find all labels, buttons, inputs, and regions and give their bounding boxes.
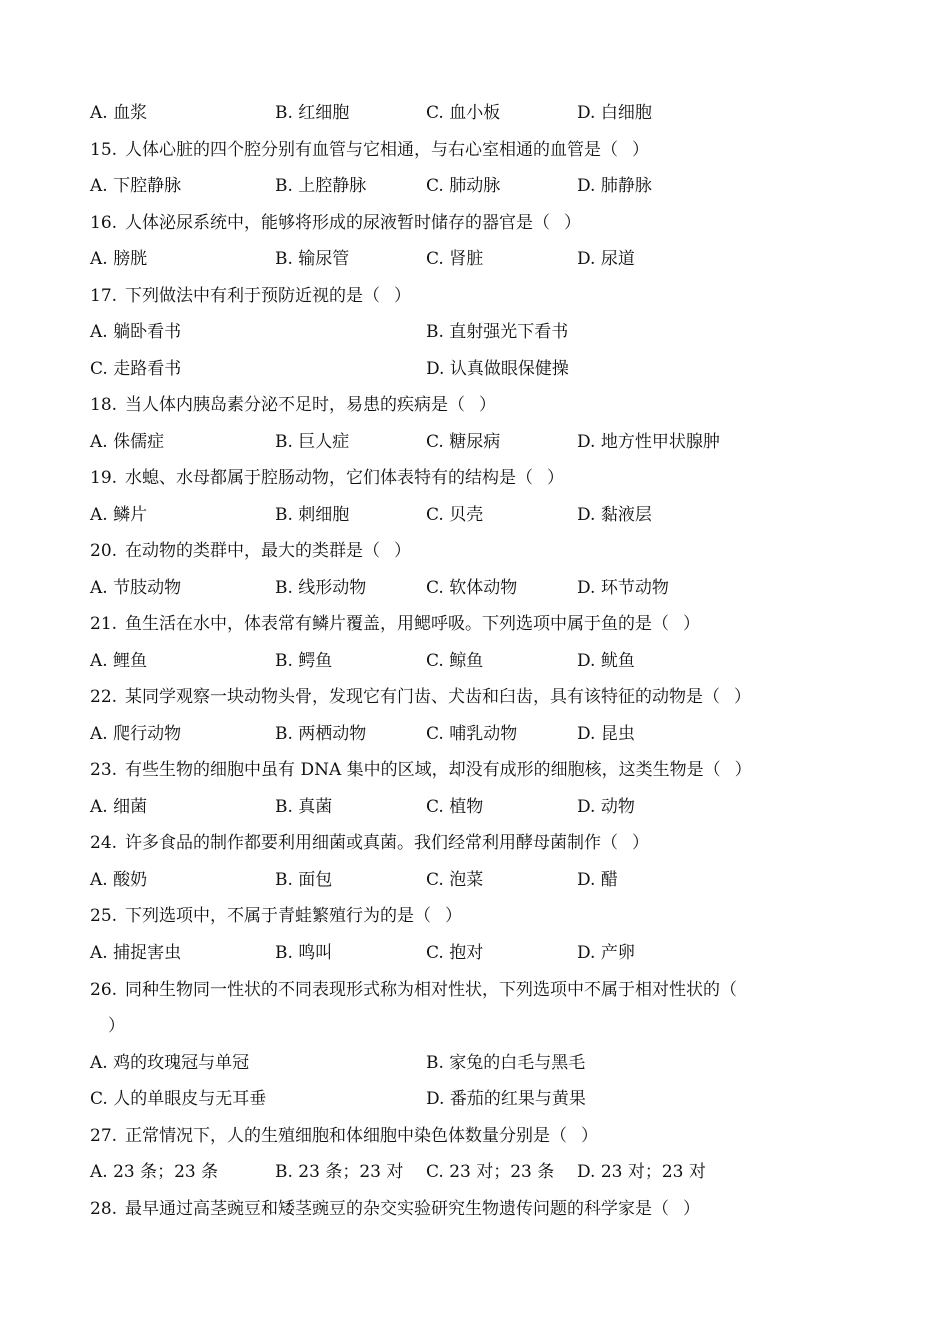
question-22 xyxy=(90,685,751,709)
option-b: B. 巨人症 xyxy=(275,432,350,452)
question-number: 16. xyxy=(90,213,118,233)
question-20 xyxy=(90,539,411,563)
option-a: A. 鲤鱼 xyxy=(90,651,148,671)
option-b: B. 直射强光下看书 xyxy=(426,322,569,342)
option-c: C. 血小板 xyxy=(426,103,501,123)
question-text: 人体泌尿系统中，能够将形成的尿液暂时储存的器官是 xyxy=(125,213,534,233)
option-d: D. 昆虫 xyxy=(577,724,635,744)
option-a: A. 下腔静脉 xyxy=(90,176,182,196)
question-text: 许多食品的制作都要利用细菌或真菌。我们经常利用酵母菌制作 xyxy=(125,833,602,853)
question-number: 27. xyxy=(90,1126,118,1146)
option-c: C. 软体动物 xyxy=(426,578,518,598)
option-d: D. 环节动物 xyxy=(577,578,669,598)
option-b: B. 家兔的白毛与黑毛 xyxy=(426,1053,586,1073)
question-number: 20. xyxy=(90,541,118,561)
answer-blank xyxy=(550,1124,598,1148)
question-number: 21. xyxy=(90,614,118,634)
option-c: C. 鲸鱼 xyxy=(426,651,484,671)
option-d: D. 认真做眼保健操 xyxy=(426,359,569,379)
option-b: B. 上腔静脉 xyxy=(275,176,367,196)
question-number: 19. xyxy=(90,468,118,488)
answer-blank xyxy=(533,211,581,235)
answer-blank xyxy=(516,466,564,490)
option-d: D. 动物 xyxy=(577,797,635,817)
option-a: A. 侏儒症 xyxy=(90,432,165,452)
question-number: 25. xyxy=(90,906,118,926)
question-text: 某同学观察一块动物头骨，发现它有门齿、犬齿和臼齿，具有该特征的动物是 xyxy=(125,687,704,707)
option-a: A. 节肢动物 xyxy=(90,578,182,598)
option-c: C. 抱对 xyxy=(426,943,484,963)
option-d: D. 地方性甲状腺肿 xyxy=(577,432,720,452)
option-d: D. 23 对；23 对 xyxy=(577,1162,706,1182)
question-number: 28. xyxy=(90,1199,118,1219)
question-text: 正常情况下，人的生殖细胞和体细胞中染色体数量分别是 xyxy=(125,1126,551,1146)
option-b: B. 面包 xyxy=(275,870,333,890)
option-b: B. 刺细胞 xyxy=(275,505,350,525)
question-26 xyxy=(90,978,737,1002)
option-a: A. 膀胱 xyxy=(90,249,148,269)
question-number: 15. xyxy=(90,140,118,160)
option-c: C. 贝壳 xyxy=(426,505,484,525)
option-a: A. 血浆 xyxy=(90,103,148,123)
option-c: C. 肾脏 xyxy=(426,249,484,269)
question-27 xyxy=(90,1124,598,1148)
question-19 xyxy=(90,466,564,490)
question-17 xyxy=(90,284,411,308)
question-16 xyxy=(90,211,581,235)
question-text: 人体心脏的四个腔分别有血管与它相通，与右心室相通的血管是 xyxy=(125,140,602,160)
question-23 xyxy=(90,758,752,782)
question-25 xyxy=(90,904,462,928)
answer-blank xyxy=(363,539,411,563)
question-number: 26. xyxy=(90,980,118,1000)
answer-blank xyxy=(652,612,700,636)
option-c: C. 人的单眼皮与无耳垂 xyxy=(90,1089,267,1109)
option-b: B. 23 条；23 对 xyxy=(275,1162,404,1182)
option-d: D. 产卵 xyxy=(577,943,635,963)
option-d: D. 白细胞 xyxy=(577,103,652,123)
option-a: A. 鳞片 xyxy=(90,505,148,525)
question-text: 同种生物同一性状的不同表现形式称为相对性状，下列选项中不属于相对性状的（ xyxy=(125,980,738,1000)
option-a: A. 躺卧看书 xyxy=(90,322,182,342)
option-d: D. 尿道 xyxy=(577,249,635,269)
question-text: 当人体内胰岛素分泌不足时，易患的疾病是 xyxy=(125,395,449,415)
question-text: 有些生物的细胞中虽有 DNA 集中的区域，却没有成形的细胞核，这类生物是 xyxy=(125,760,704,780)
question-24 xyxy=(90,831,649,855)
question-text: 水螅、水母都属于腔肠动物，它们体表特有的结构是 xyxy=(125,468,517,488)
option-d: D. 番茄的红果与黄果 xyxy=(426,1089,586,1109)
option-a: A. 细菌 xyxy=(90,797,148,817)
option-c: C. 糖尿病 xyxy=(426,432,501,452)
answer-blank xyxy=(704,758,752,782)
question-28 xyxy=(90,1197,700,1221)
question-text: 在动物的类群中，最大的类群是 xyxy=(125,541,364,561)
option-c: C. 泡菜 xyxy=(426,870,484,890)
option-b: B. 鳄鱼 xyxy=(275,651,333,671)
option-c: C. 植物 xyxy=(426,797,484,817)
question-18 xyxy=(90,393,496,417)
option-c: C. 走路看书 xyxy=(90,359,182,379)
option-b: B. 输尿管 xyxy=(275,249,350,269)
question-text: 最早通过高茎豌豆和矮茎豌豆的杂交实验研究生物遗传问题的科学家是 xyxy=(125,1199,653,1219)
answer-blank xyxy=(601,138,649,162)
option-d: D. 肺静脉 xyxy=(577,176,652,196)
question-21 xyxy=(90,612,700,636)
question-26-continuation: ） xyxy=(108,1016,125,1036)
answer-blank xyxy=(363,284,411,308)
option-a: A. 爬行动物 xyxy=(90,724,182,744)
option-d: D. 醋 xyxy=(577,870,618,890)
option-a: A. 捕捉害虫 xyxy=(90,943,182,963)
option-b: B. 鸣叫 xyxy=(275,943,333,963)
question-number: 22. xyxy=(90,687,118,707)
question-number: 24. xyxy=(90,833,118,853)
option-c: C. 肺动脉 xyxy=(426,176,501,196)
option-d: D. 鱿鱼 xyxy=(577,651,635,671)
question-number: 17. xyxy=(90,286,118,306)
option-b: B. 红细胞 xyxy=(275,103,350,123)
question-number: 23. xyxy=(90,760,118,780)
answer-blank xyxy=(703,685,751,709)
option-b: B. 线形动物 xyxy=(275,578,367,598)
option-c: C. 23 对；23 条 xyxy=(426,1162,555,1182)
option-c: C. 哺乳动物 xyxy=(426,724,518,744)
option-b: B. 真菌 xyxy=(275,797,333,817)
option-a: A. 酸奶 xyxy=(90,870,148,890)
question-text: 下列做法中有利于预防近视的是 xyxy=(125,286,364,306)
option-d: D. 黏液层 xyxy=(577,505,652,525)
answer-blank xyxy=(652,1197,700,1221)
question-text: 鱼生活在水中，体表常有鳞片覆盖，用鳃呼吸。下列选项中属于鱼的是 xyxy=(125,614,653,634)
answer-blank xyxy=(414,904,462,928)
question-text: 下列选项中，不属于青蛙繁殖行为的是 xyxy=(125,906,415,926)
option-a: A. 鸡的玫瑰冠与单冠 xyxy=(90,1053,250,1073)
option-b: B. 两栖动物 xyxy=(275,724,367,744)
answer-blank xyxy=(448,393,496,417)
option-a: A. 23 条；23 条 xyxy=(90,1162,219,1182)
question-15 xyxy=(90,138,649,162)
answer-blank xyxy=(601,831,649,855)
question-number: 18. xyxy=(90,395,118,415)
